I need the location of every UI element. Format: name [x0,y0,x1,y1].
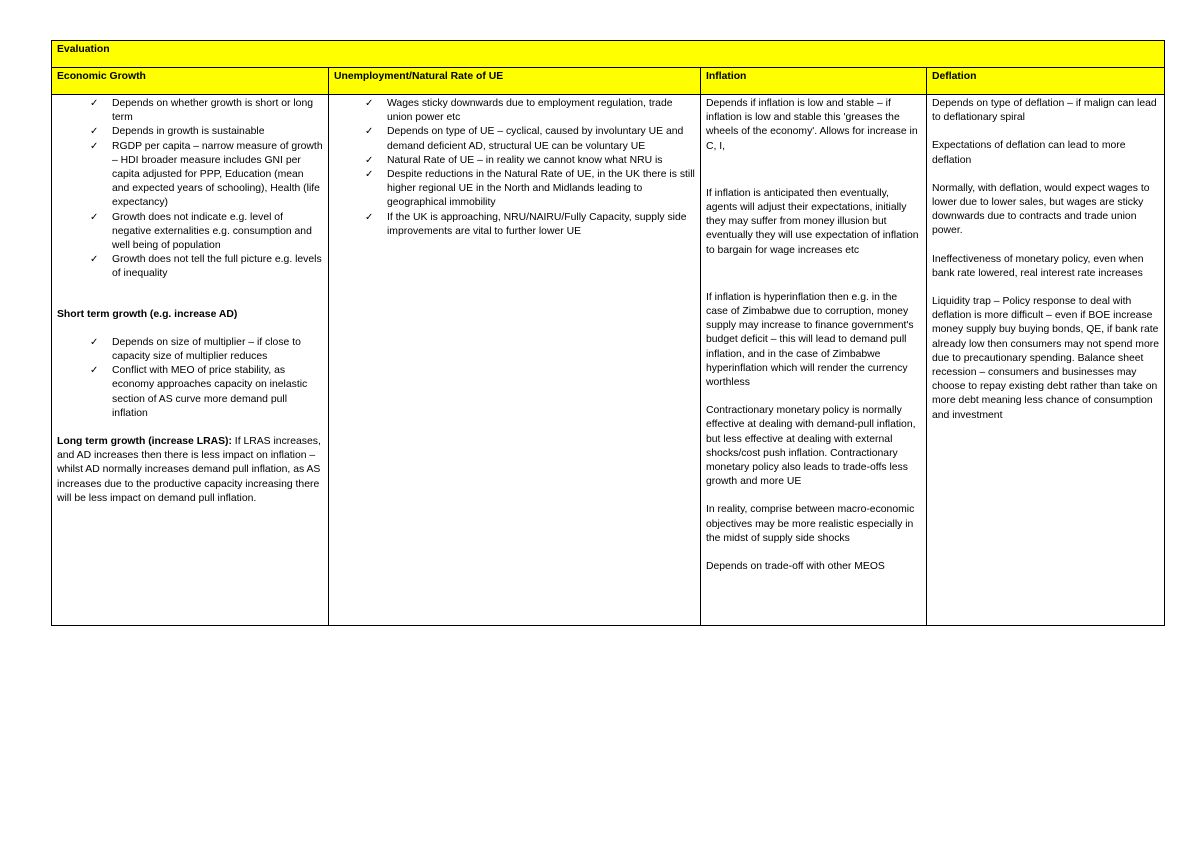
inflation-paragraph: In reality, comprise between macro-economic objectives may be more realistic especially in the midst of supply side shocks [706,504,915,544]
inflation-paragraph: Depends on trade-off with other MEOS [706,561,885,573]
short-term-checklist [57,336,323,421]
deflation-paragraph: Expectations of deflation can lead to more deflation [932,140,1126,166]
list-item: ✓ Wages sticky downwards due to employment regulation, trade union power etc [334,97,695,125]
list-item: ✓ Depends on size of multiplier – if close to capacity size of multiplier reduces [57,336,323,364]
list-item: ✓ Depends on whether growth is short or long term [57,97,323,125]
table-title: Evaluation [52,41,1165,68]
list-item: ✓ Depends on type of UE – cyclical, caused by involuntary UE and demand deficient AD, structural UE can be voluntary UE [334,125,695,153]
evaluation-table [51,40,1165,626]
list-item: ✓ Conflict with MEO of price stability, as economy approaches capacity on inelastic section of AS curve more demand pull inflation [57,364,323,421]
deflation-paragraph: Normally, with deflation, would expect wages to lower due to lower sales, but wages are sticky downwards due to contracts and trade union power. [932,182,1150,237]
deflation-paragraph: Depends on type of deflation – if malign can lead to deflationary spiral [932,98,1157,124]
header-deflation: Deflation [927,68,1165,95]
list-item: ✓ Growth does not indicate e.g. level of negative externalities e.g. consumption and well being of population [57,211,323,254]
inflation-paragraph: Depends if inflation is low and stable – if inflation is low and stable this 'greases the wheels of the economy'. Allows for increase in C, I, [706,98,918,152]
long-term-heading: Long term growth (increase LRAS): [57,436,232,448]
growth-checklist [57,97,323,282]
header-inflation: Inflation [701,68,927,95]
short-term-heading: Short term growth (e.g. increase AD) [57,308,238,320]
deflation-paragraph: Ineffectiveness of monetary policy, even when bank rate lowered, real interest rate increases [932,253,1144,279]
unemployment-cell [329,95,701,626]
list-item: ✓ Growth does not tell the full picture e.g. levels of inequality [57,253,323,281]
header-economic-growth: Economic Growth [52,68,329,95]
list-item: ✓ RGDP per capita – narrow measure of growth – HDI broader measure includes GNI per capita adjusted for PPP, Education (mean and expected years of schooling), Health (life expectancy) [57,140,323,211]
list-item: ✓ Natural Rate of UE – in reality we cannot know what NRU is [334,154,695,168]
long-term-paragraph [57,435,323,506]
inflation-paragraph: If inflation is anticipated then eventually, agents will adjust their expectations, initially they may suffer from money illusion but eventually they will use expectation of inflation to bargain for wage increases etc [706,187,919,256]
unemployment-checklist [334,97,695,239]
growth-cell [52,95,329,626]
long-term-text: If LRAS increases, and AD increases then there is less impact on inflation – whilst AD normally increases demand pull inflation, as AS increases due to the productive capacity increasing there will be less impact on demand pull inflation. [57,436,321,504]
header-unemployment: Unemployment/Natural Rate of UE [329,68,701,95]
list-item: ✓ Depends in growth is sustainable [57,125,323,139]
list-item: ✓ If the UK is approaching, NRU/NAIRU/Fully Capacity, supply side improvements are vital to further lower UE [334,211,695,239]
list-item: ✓ Despite reductions in the Natural Rate of UE, in the UK there is still higher regional UE in the North and Midlands leading to geographical immobility [334,168,695,211]
inflation-cell [701,95,927,626]
deflation-cell [927,95,1165,626]
inflation-paragraph: Contractionary monetary policy is normally effective at dealing with demand-pull inflation, but less effective at dealing with external shocks/cost push inflation. Contractionary monetary policy also leads to trade-offs less growth and more UE [706,405,916,488]
inflation-paragraph: If inflation is hyperinflation then e.g. in the case of Zimbabwe due to corruption, money supply may increase to finance government's budget deficit – this will lead to demand pull inflation, and in the case of Zimbabwe hyperinflation which will render the currency worthless [706,291,914,389]
deflation-paragraph: Liquidity trap – Policy response to deal with deflation is more difficult – even if BOE increase money supply buy buying bonds, QE, if bank rate already low then consumers may not spend more due to precautionary spending. Balance sheet recession – consumers and businesses may choose to repay existing debt rather than take on more debt meaning less chance of consumption and investment [932,296,1159,421]
